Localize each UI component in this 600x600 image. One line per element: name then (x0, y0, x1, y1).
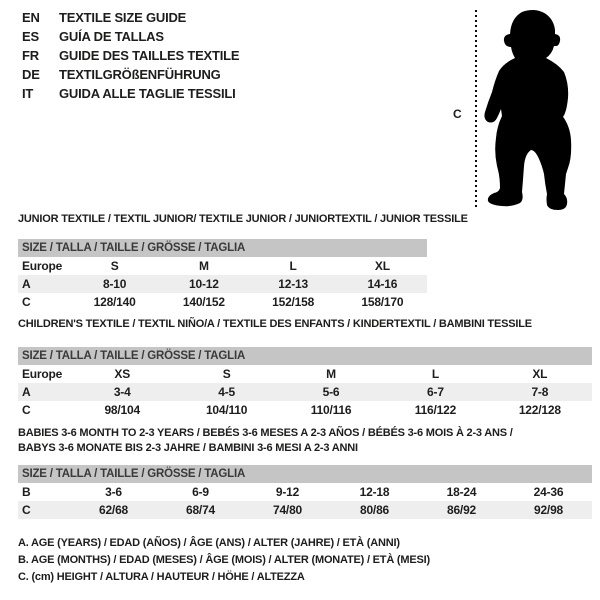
row-label: Europe (22, 259, 63, 273)
age-cell: 14-16 (367, 277, 398, 291)
months-cell: 9-12 (275, 485, 300, 499)
size-cell: XS (114, 367, 130, 381)
height-cell: 68/74 (185, 503, 216, 517)
row-label: C (22, 503, 31, 517)
children-size-table (18, 347, 592, 419)
row-label: C (22, 403, 31, 417)
age-cell: 10-12 (189, 277, 219, 291)
height-dashed-line (475, 10, 477, 208)
months-cell: 12-18 (359, 485, 390, 499)
months-cell: 3-6 (105, 485, 122, 499)
height-cell: 128/140 (93, 295, 136, 309)
lang-row-en (22, 8, 239, 27)
legend (18, 535, 430, 586)
lang-code: DE (22, 67, 40, 82)
language-guide-list (22, 8, 239, 103)
height-label: C (453, 107, 462, 121)
size-cell: L (431, 367, 439, 381)
legend-line-age-years: A. AGE (YEARS) / EDAD (AÑOS) / ÂGE (ANS) / ALTER (JAHRE) / ETÀ (ANNI) (18, 537, 400, 549)
age-cell: 3-4 (113, 385, 131, 399)
lang-code: ES (22, 29, 39, 44)
table-row-europe (18, 365, 592, 383)
age-cell: 4-5 (218, 385, 235, 399)
children-section-title: CHILDREN'S TEXTILE / TEXTIL NIÑO/A / TEXTILE DES ENFANTS / KINDERTEXTIL / BAMBINI TESSILE (18, 318, 532, 330)
size-cell: S (222, 367, 231, 381)
height-cell: 62/68 (98, 503, 129, 517)
age-cell: 6-7 (427, 385, 444, 399)
months-cell: 24-36 (533, 485, 564, 499)
lang-label: TEXTILE SIZE GUIDE (59, 10, 187, 25)
table-row-age (18, 275, 427, 293)
height-cell: 122/128 (518, 403, 561, 417)
baby-silhouette-icon (482, 6, 594, 212)
height-cell: 104/110 (205, 403, 248, 417)
row-label: A (22, 385, 31, 399)
lang-row-es (22, 27, 239, 46)
legend-line-age-months: B. AGE (MONTHS) / EDAD (MESES) / ÂGE (MOIS) / ALTER (MONATE) / ETÀ (MESI) (18, 554, 430, 566)
size-cell: M (198, 259, 209, 273)
height-cell: 110/116 (310, 403, 352, 417)
table-row-months (18, 483, 592, 501)
age-cell: 5-6 (322, 385, 340, 399)
babies-size-table (18, 465, 592, 519)
lang-code: FR (22, 48, 39, 63)
row-label: B (22, 485, 31, 499)
months-cell: 6-9 (192, 485, 209, 499)
size-cell: L (289, 259, 297, 273)
babies-section-title (18, 426, 513, 456)
lang-label: GUÍA DE TALLAS (59, 29, 164, 44)
height-cell: 140/152 (182, 295, 225, 309)
size-header-bar: SIZE / TALLA / TAILLE / GRÖSSE / TAGLIA (18, 347, 592, 365)
age-cell: 7-8 (531, 385, 549, 399)
months-cell: 18-24 (446, 485, 477, 499)
age-cell: 12-13 (278, 277, 308, 291)
lang-label: GUIDA ALLE TAGLIE TESSILI (59, 86, 236, 101)
babies-title-line1: BABIES 3-6 MONTH TO 2-3 YEARS / BEBÉS 3-6 MESES A 2-3 AÑOS / BÉBÉS 3-6 MOIS À 2-3 ANS / (18, 427, 513, 439)
lang-row-de (22, 65, 239, 84)
table-row-age (18, 383, 592, 401)
lang-code: IT (22, 86, 34, 101)
size-cell: M (326, 367, 336, 381)
junior-size-table (18, 239, 427, 311)
height-cell: 98/104 (104, 403, 140, 417)
legend-line-height: C. (cm) HEIGHT / ALTURA / HAUTEUR / HÖHE / ALTEZZA (18, 571, 305, 583)
lang-row-fr (22, 46, 239, 65)
lang-label: GUIDE DES TAILLES TEXTILE (59, 48, 240, 63)
age-cell: 8-10 (103, 277, 127, 291)
row-label: A (22, 277, 31, 291)
size-cell: XL (532, 367, 548, 381)
babies-title-line2: BABYS 3-6 MONATE BIS 2-3 JAHRE / BAMBINI 3-6 MESI A 2-3 ANNI (18, 442, 358, 454)
size-cell: XL (374, 259, 390, 273)
lang-row-it (22, 84, 239, 103)
junior-section-title: JUNIOR TEXTILE / TEXTIL JUNIOR/ TEXTILE JUNIOR / JUNIORTEXTIL / JUNIOR TESSILE (18, 213, 468, 225)
table-row-height (18, 293, 427, 311)
height-cell: 92/98 (533, 503, 564, 517)
height-cell: 80/86 (359, 503, 390, 517)
size-header-bar: SIZE / TALLA / TAILLE / GRÖSSE / TAGLIA (18, 239, 427, 257)
table-row-europe (18, 257, 427, 275)
table-row-height (18, 401, 592, 419)
height-cell: 74/80 (272, 503, 303, 517)
lang-code: EN (22, 10, 40, 25)
lang-label: TEXTILGRÖßENFÜHRUNG (59, 67, 221, 82)
size-cell: S (110, 259, 119, 273)
size-header-bar: SIZE / TALLA / TAILLE / GRÖSSE / TAGLIA (18, 465, 592, 483)
height-cell: 152/158 (272, 295, 315, 309)
height-cell: 158/170 (361, 295, 404, 309)
height-cell: 86/92 (446, 503, 477, 517)
table-row-height (18, 501, 592, 519)
row-label: C (22, 295, 31, 309)
height-cell: 116/122 (414, 403, 457, 417)
row-label: Europe (22, 367, 63, 381)
